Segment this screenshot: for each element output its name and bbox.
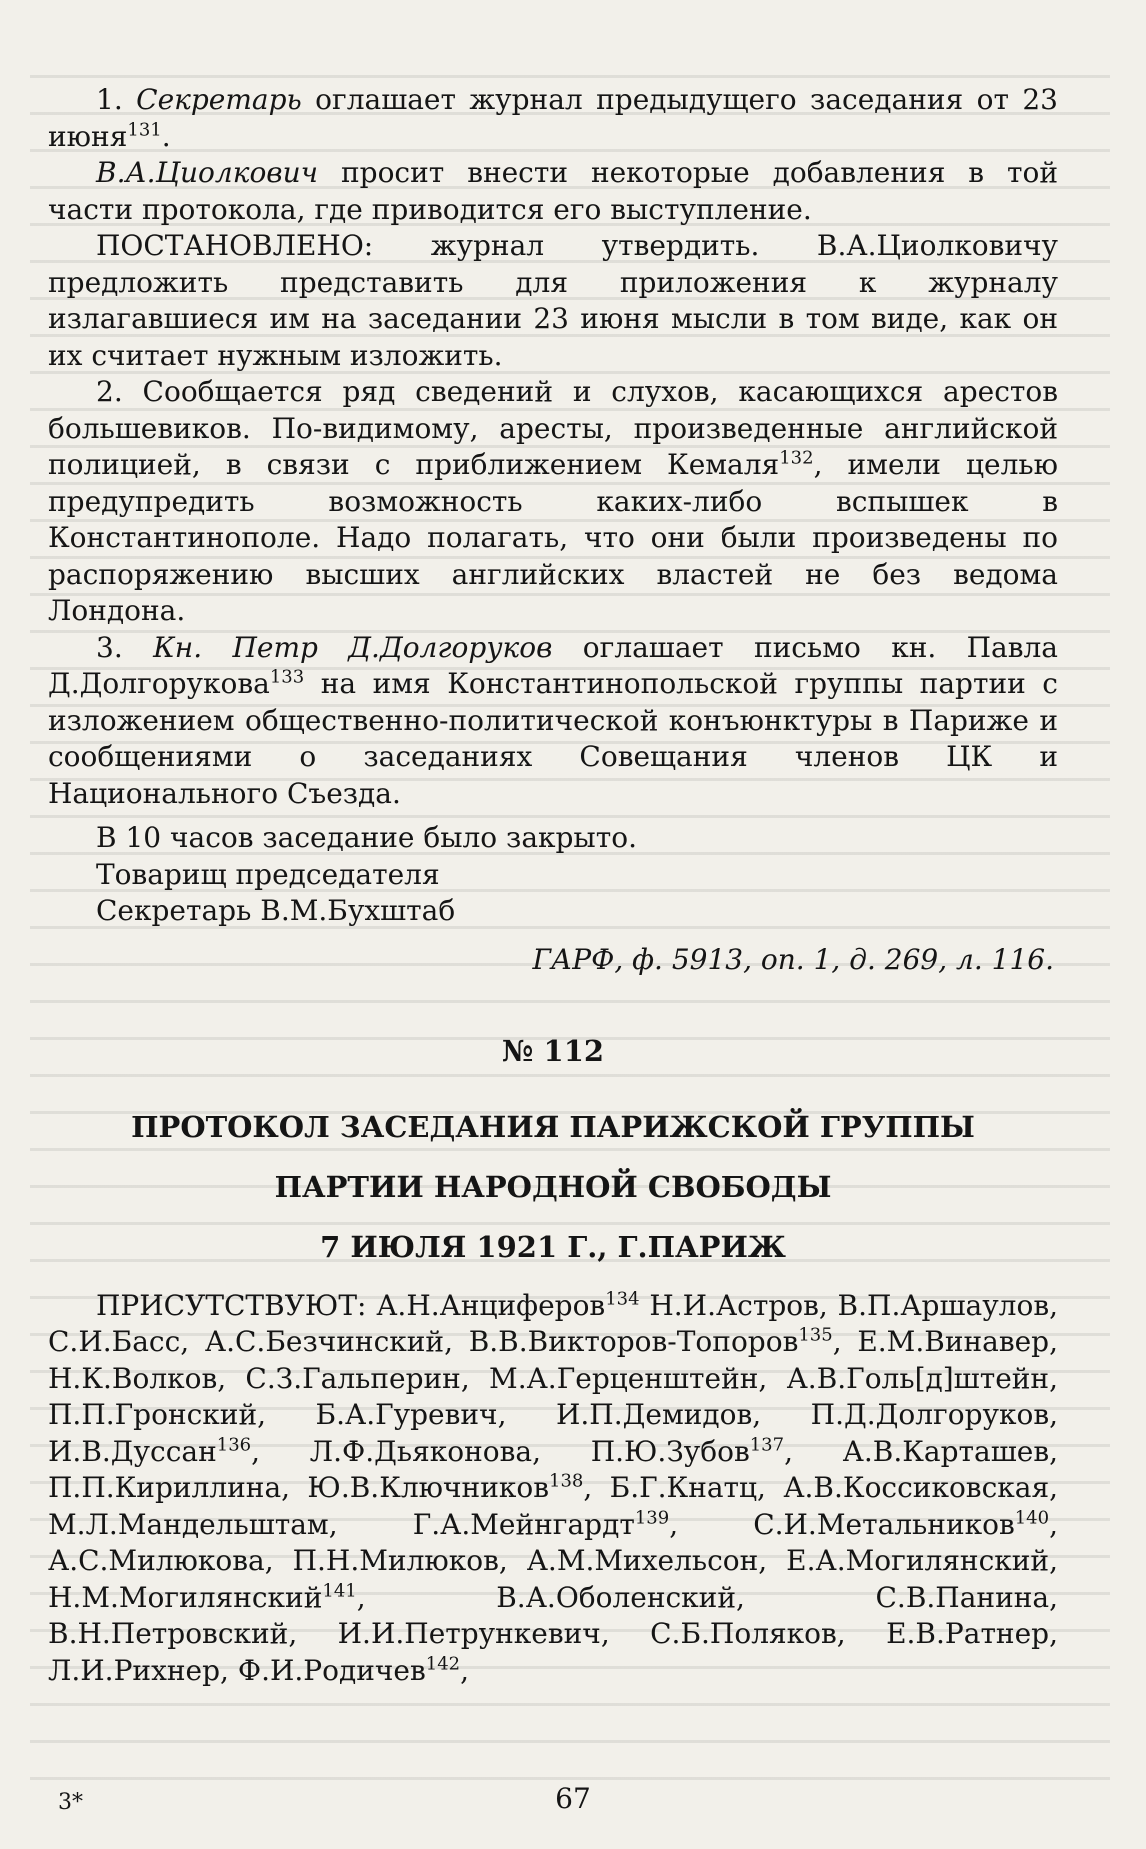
document-body	[48, 82, 1058, 1689]
speaker-secretary: Секретарь	[136, 83, 302, 116]
footnote-ref: 137	[749, 1434, 785, 1456]
paragraph-2: В.А.Циолкович просит внести некоторые добавления в той части протокола, где приводится его выступление.	[48, 156, 1058, 226]
footnote-ref: 134	[605, 1288, 640, 1310]
printer-signature-mark: 3*	[58, 1790, 83, 1815]
title-line: ПАРТИИ НАРОДНОЙ СВОБОДЫ	[274, 1169, 832, 1204]
signature-deputy-chair: Товарищ председателя	[96, 857, 440, 891]
footnote-ref: 142	[425, 1653, 461, 1675]
title-line: ПРОТОКОЛ ЗАСЕДАНИЯ ПАРИЖСКОЙ ГРУППЫ	[131, 1109, 975, 1144]
footnote-ref: 135	[798, 1324, 833, 1346]
attendees-list: ПРИСУТСТВУЮТ: А.Н.Анциферов$^{134}$ Н.И.Астров, В.П.Аршаулов, С.И.Басс, А.С.Безчинский, В.В.Викторов-Топоров$^{135}$, Е.М.Винавер, Н.К.Волков, С.З.Гальперин, М.А.Герценштейн, А.В.Голь[д]штейн, П.П.Гронский, Б.А.Гуревич, И.П.Демидов, П.Д.Долгоруков, И.В.Дуссан$^{136}$, Л.Ф.Дьяконова, П.Ю.Зубов$^{137}$, А.В.Карташев, П.П.Кириллина, Ю.В.Ключников$^{138}$, Б.Г.Кнатц, А.В.Коссиковская, М.Л.Мандельштам, Г.А.Мейнгардт$^{139}$, С.И.Метальников$^{140}$, А.С.Милюкова, П.Н.Милюков, А.М.Михельсон, Е.А.Могилянский, Н.М.Могилянский$^{141}$, В.А.Оболенский, С.В.Панина, В.Н.Петровский, И.И.Петрункевич, С.Б.Поляков, Е.В.Ратнер, Л.И.Рихнер, Ф.И.Родичев$^{142}$,	[48, 1288, 1059, 1687]
footnote-ref: 139	[634, 1507, 670, 1529]
footnote-ref: 140	[1014, 1507, 1050, 1529]
footnote-ref: 138	[549, 1470, 584, 1492]
paragraph-resolution: ПОСТАНОВЛЕНО: журнал утвердить. В.А.Циолковичу предложить представить для приложения к журналу излагавшиеся им на заседании 23 июня мысли в том виде, как он их считает нужным изложить.	[48, 229, 1058, 372]
paragraph-letter: 3. Кн. Петр Д.Долгоруков оглашает письмо кн. Павла Д.Долгорукова$^{133}$ на имя Константинопольской группы партии с изложением общественно-политической конъюнктуры в Париже и сообщениями о заседаниях Совещания членов ЦК и Национального Съезда.	[48, 630, 1058, 810]
paragraph-closing: В 10 часов заседание было закрыто.	[96, 821, 637, 854]
paragraph-arrests: 2. Сообщается ряд сведений и слухов, касающихся арестов большевиков. По-видимому, аресты, произведенные английской полицией, в связи с приближением Кемаля$^{132}$, имели целью предупредить возможность каких-либо вспышек в Константинополе. Надо полагать, что они были произведены по распоряжению высших английских властей не без ведома Лондона.	[48, 375, 1058, 627]
document-number: № 112	[501, 1034, 605, 1068]
footnote-ref: 131	[127, 119, 162, 141]
paragraph-1: 1. Секретарь оглашает журнал предыдущего заседания от 23 июня$^{131}$.	[48, 83, 1058, 153]
page-number: 67	[555, 1782, 591, 1815]
document-title	[48, 1108, 1058, 1266]
archive-source: ГАРФ, ф. 5913, оп. 1, д. 269, л. 116.	[532, 942, 1054, 976]
speaker-dolgorukov: Кн. Петр Д.Долгоруков	[153, 630, 553, 664]
footnote-ref: 132	[779, 447, 814, 469]
footnote-ref: 133	[269, 666, 305, 688]
footnote-ref: 136	[216, 1434, 252, 1456]
title-line: 7 ИЮЛЯ 1921 Г., Г.ПАРИЖ	[320, 1229, 786, 1264]
speaker-tsiolkovich: В.А.Циолкович	[96, 156, 319, 189]
footnote-ref: 141	[322, 1580, 357, 1602]
signature-secretary: Секретарь В.М.Бухштаб	[96, 894, 456, 927]
